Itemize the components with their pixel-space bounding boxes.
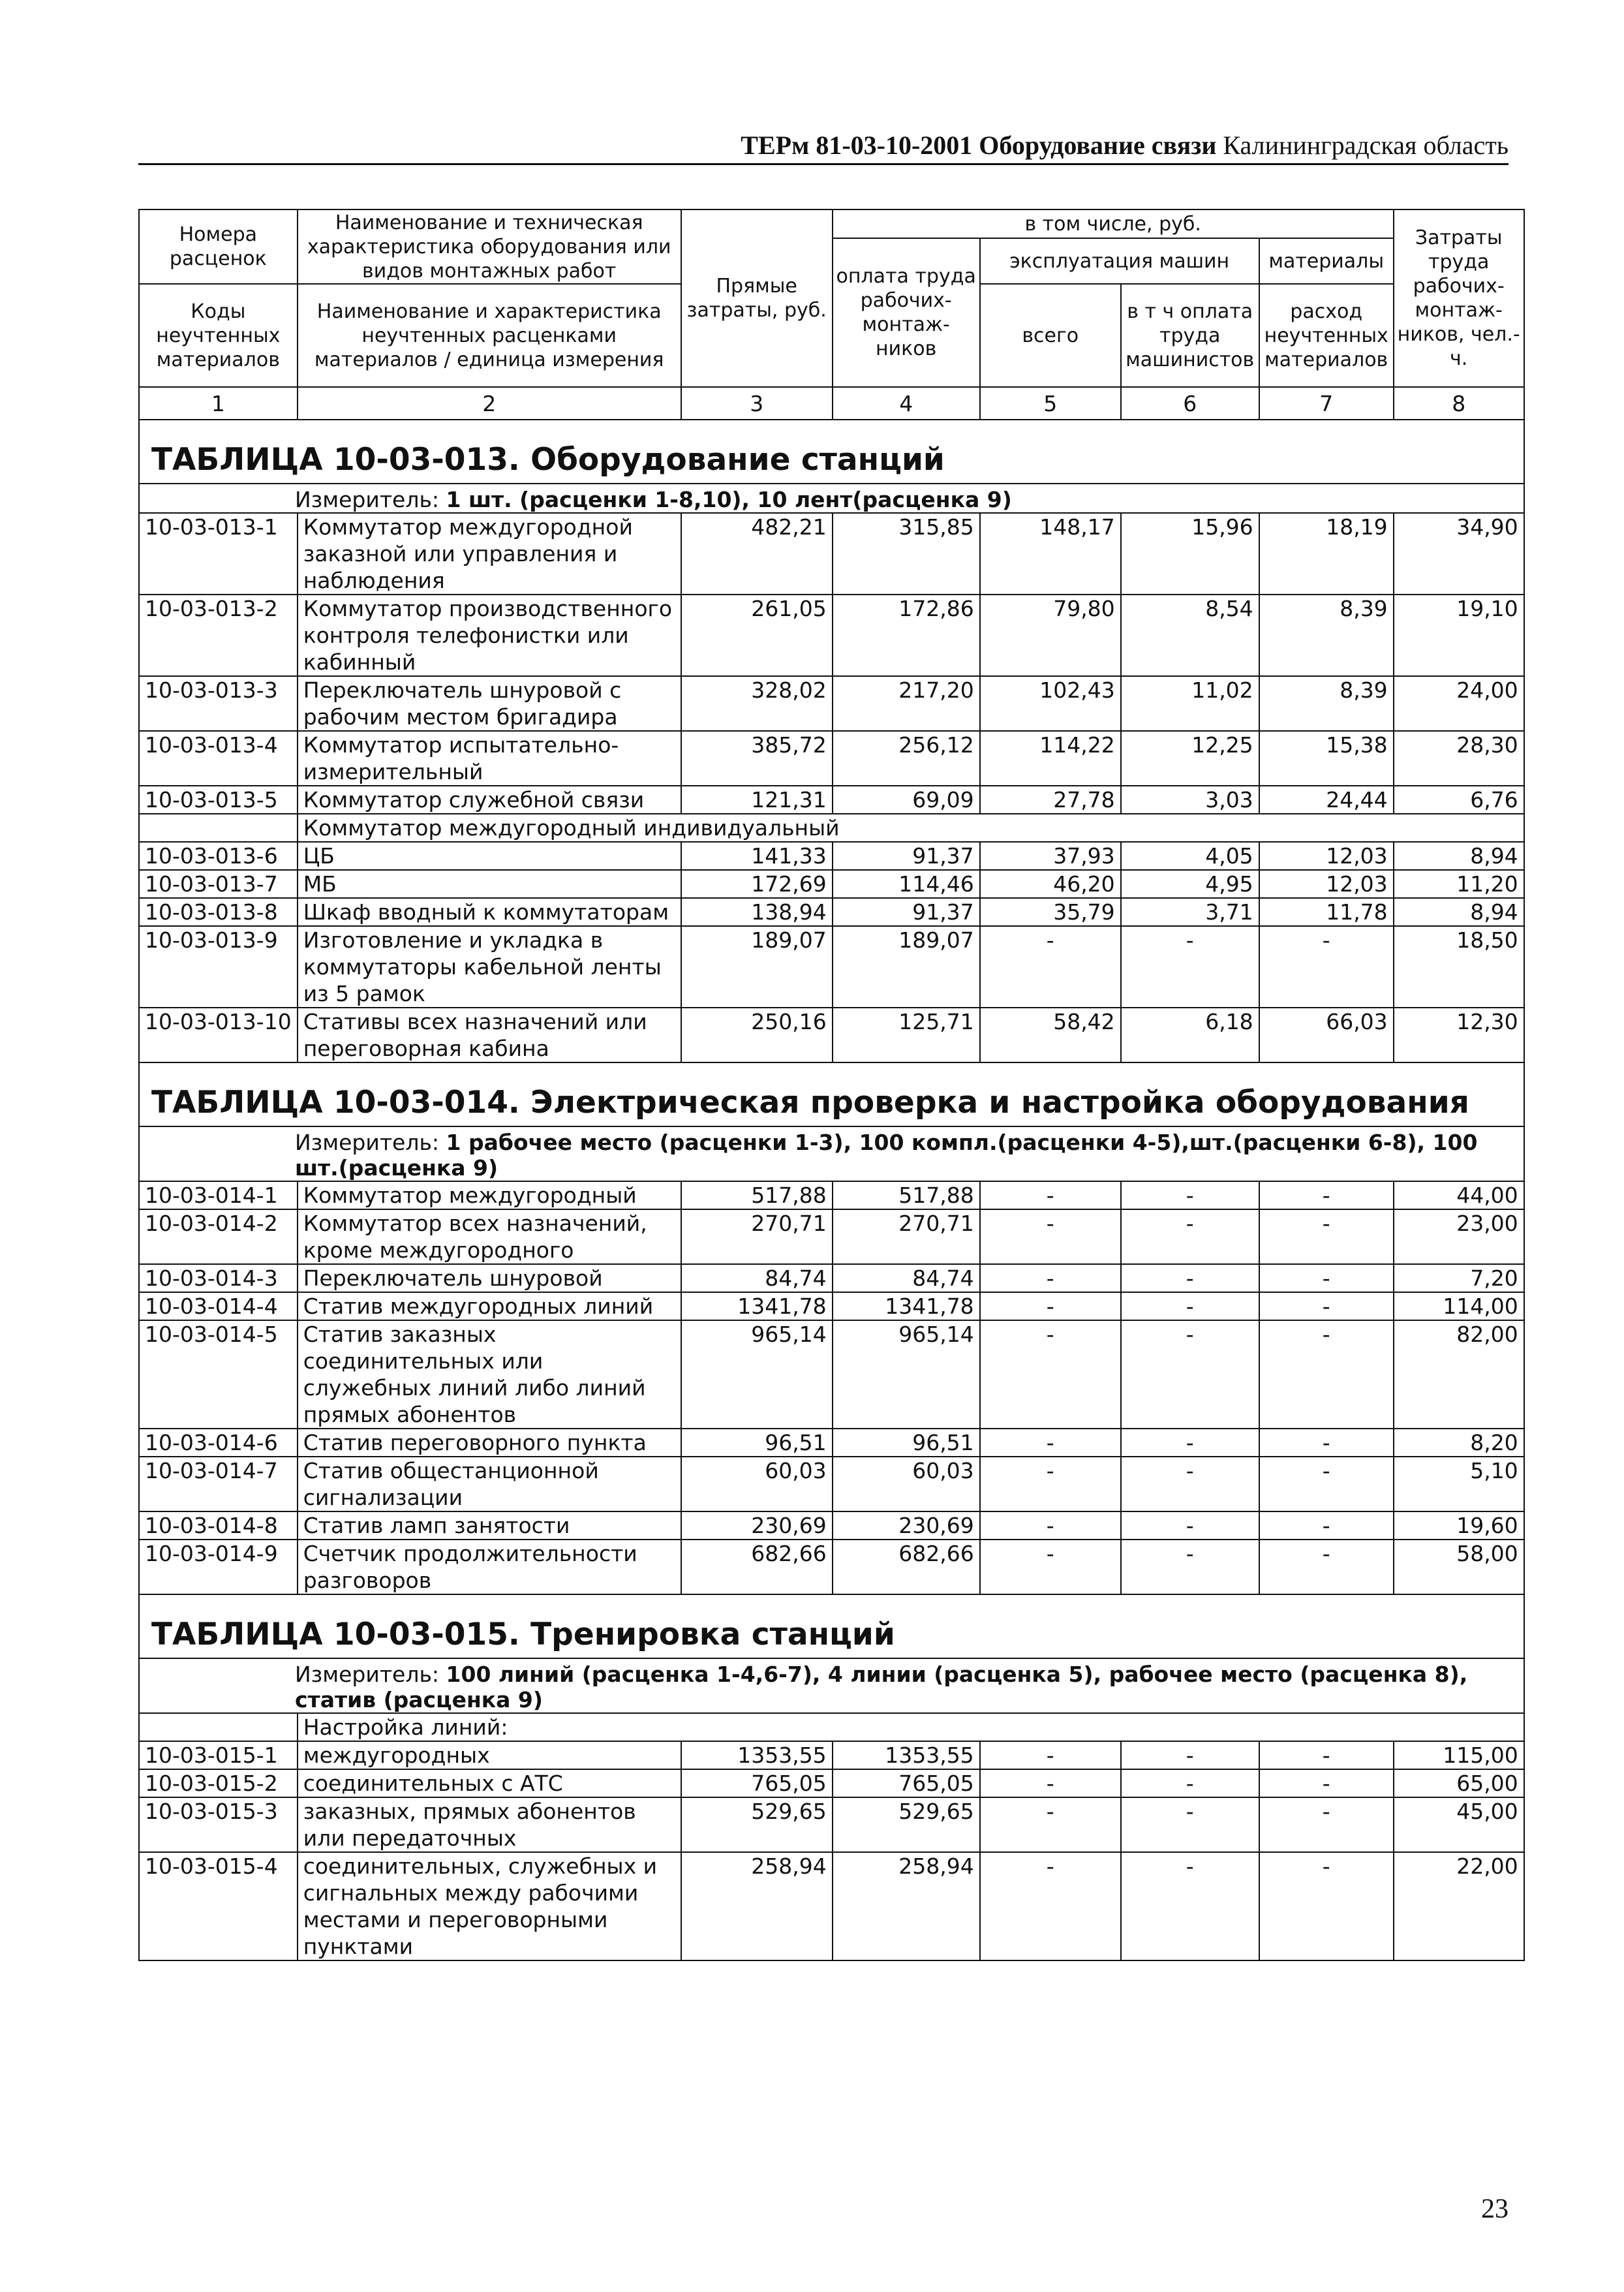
machine-labor-cell: -	[1121, 926, 1259, 1008]
direct-cost-cell: 261,05	[681, 595, 833, 676]
measure-label: Измеритель:	[295, 1662, 440, 1687]
direct-cost-cell: 141,33	[681, 842, 833, 870]
machine-total-cell: -	[980, 1181, 1121, 1209]
machine-labor-cell: 3,71	[1121, 898, 1259, 926]
page-number: 23	[1481, 2194, 1509, 2224]
machine-total-cell: 114,22	[980, 731, 1121, 786]
materials-cell: 8,39	[1259, 676, 1394, 731]
labor-hours-cell: 34,90	[1394, 513, 1524, 595]
machine-total-cell: -	[980, 1852, 1121, 1960]
materials-cell: -	[1259, 926, 1394, 1008]
labor-hours-cell: 11,20	[1394, 870, 1524, 898]
rate-code-cell: 10-03-013-9	[139, 926, 298, 1008]
materials-cell: 12,03	[1259, 842, 1394, 870]
subheading-cell: Настройка линий:	[298, 1713, 1524, 1741]
table-row	[139, 1741, 1524, 1769]
labor-pay-cell: 60,03	[833, 1457, 980, 1511]
table-body	[139, 420, 1524, 1960]
machine-total-cell: -	[980, 1741, 1121, 1769]
empty-cell	[139, 1713, 298, 1741]
measure-value: 1 рабочее место (расценки 1-3), 100 компл.(расценки 4-5),шт.(расценки 6-8), 100 шт.(расценка 9)	[295, 1130, 1478, 1181]
work-name-cell: заказных, прямых абонентов или передаточных	[298, 1797, 681, 1852]
rate-code-cell: 10-03-013-3	[139, 676, 298, 731]
rate-code-cell: 10-03-014-8	[139, 1511, 298, 1540]
labor-pay-cell: 96,51	[833, 1429, 980, 1457]
labor-pay-cell: 270,71	[833, 1209, 980, 1264]
rates-table	[138, 209, 1525, 1961]
section-title-cell	[139, 420, 1524, 484]
header-direct-costs: Прямые затраты, руб.	[681, 209, 833, 387]
table-row	[139, 676, 1524, 731]
labor-hours-cell: 8,94	[1394, 898, 1524, 926]
work-name-cell: Изготовление и укладка в коммутаторы кабельной ленты из 5 рамок	[298, 926, 681, 1008]
header-labor-pay: оплата труда рабочих-монтаж-ников	[833, 238, 980, 387]
measure-cell	[139, 1126, 1524, 1181]
rate-code-cell: 10-03-014-3	[139, 1264, 298, 1292]
labor-pay-cell: 258,94	[833, 1852, 980, 1960]
direct-cost-cell: 96,51	[681, 1429, 833, 1457]
header-section: Оборудование связи	[979, 131, 1217, 160]
work-name-cell: Коммутатор испытательно-измерительный	[298, 731, 681, 786]
labor-hours-cell: 8,20	[1394, 1429, 1524, 1457]
direct-cost-cell: 250,16	[681, 1008, 833, 1062]
direct-cost-cell: 965,14	[681, 1320, 833, 1429]
labor-pay-cell: 965,14	[833, 1320, 980, 1429]
section-title-cell	[139, 1062, 1524, 1126]
materials-cell: 66,03	[1259, 1008, 1394, 1062]
machine-labor-cell: 4,05	[1121, 842, 1259, 870]
table-row	[139, 1209, 1524, 1264]
materials-cell: -	[1259, 1511, 1394, 1540]
section-title-row	[139, 420, 1524, 484]
work-name-cell: Коммутатор служебной связи	[298, 786, 681, 814]
materials-cell: -	[1259, 1429, 1394, 1457]
direct-cost-cell: 121,31	[681, 786, 833, 814]
rate-code-cell: 10-03-014-5	[139, 1320, 298, 1429]
materials-cell: -	[1259, 1741, 1394, 1769]
column-number: 7	[1259, 387, 1394, 420]
work-name-cell: МБ	[298, 870, 681, 898]
labor-hours-cell: 28,30	[1394, 731, 1524, 786]
rate-code-cell: 10-03-014-9	[139, 1540, 298, 1594]
rate-code-cell: 10-03-015-1	[139, 1741, 298, 1769]
materials-cell: 11,78	[1259, 898, 1394, 926]
header-machine-ops: эксплуатация машин	[980, 238, 1259, 284]
labor-hours-cell: 5,10	[1394, 1457, 1524, 1511]
table-row	[139, 1181, 1524, 1209]
machine-labor-cell: -	[1121, 1769, 1259, 1797]
rate-code-cell: 10-03-013-1	[139, 513, 298, 595]
labor-hours-cell: 22,00	[1394, 1852, 1524, 1960]
rate-code-cell: 10-03-013-2	[139, 595, 298, 676]
measure-row	[139, 1658, 1524, 1713]
table-row	[139, 1429, 1524, 1457]
work-name-cell: Статив ламп занятости	[298, 1511, 681, 1540]
labor-pay-cell: 69,09	[833, 786, 980, 814]
rate-code-cell: 10-03-013-10	[139, 1008, 298, 1062]
work-name-cell: Статив переговорного пункта	[298, 1429, 681, 1457]
work-name-cell: Счетчик продолжительности разговоров	[298, 1540, 681, 1594]
direct-cost-cell: 328,02	[681, 676, 833, 731]
labor-pay-cell: 682,66	[833, 1540, 980, 1594]
machine-labor-cell: -	[1121, 1797, 1259, 1852]
rate-code-cell: 10-03-013-7	[139, 870, 298, 898]
labor-pay-cell: 529,65	[833, 1797, 980, 1852]
labor-pay-cell: 125,71	[833, 1008, 980, 1062]
direct-cost-cell: 270,71	[681, 1209, 833, 1264]
table-row	[139, 731, 1524, 786]
header-machine-total: всего	[980, 284, 1121, 387]
table-row	[139, 1457, 1524, 1511]
materials-cell: -	[1259, 1769, 1394, 1797]
column-number: 3	[681, 387, 833, 420]
machine-total-cell: -	[980, 926, 1121, 1008]
labor-pay-cell: 114,46	[833, 870, 980, 898]
measure-value: 1 шт. (расценки 1-8,10), 10 лент(расценка 9)	[446, 487, 1012, 512]
labor-pay-cell: 315,85	[833, 513, 980, 595]
table-row	[139, 1320, 1524, 1429]
work-name-cell: Статив общестанционной сигнализации	[298, 1457, 681, 1511]
work-name-cell: Шкаф вводный к коммутаторам	[298, 898, 681, 926]
column-number: 5	[980, 387, 1121, 420]
labor-hours-cell: 115,00	[1394, 1741, 1524, 1769]
materials-cell: -	[1259, 1540, 1394, 1594]
direct-cost-cell: 765,05	[681, 1769, 833, 1797]
machine-labor-cell: -	[1121, 1741, 1259, 1769]
machine-labor-cell: -	[1121, 1511, 1259, 1540]
machine-total-cell: -	[980, 1797, 1121, 1852]
column-number: 1	[139, 387, 298, 420]
table-row	[139, 595, 1524, 676]
labor-pay-cell: 765,05	[833, 1769, 980, 1797]
table-row	[139, 1008, 1524, 1062]
machine-labor-cell: 11,02	[1121, 676, 1259, 731]
direct-cost-cell: 172,69	[681, 870, 833, 898]
header-machine-labor: в т ч оплата труда машинистов	[1121, 284, 1259, 387]
direct-cost-cell: 258,94	[681, 1852, 833, 1960]
work-name-cell: Коммутатор производственного контроля телефонистки или кабинный	[298, 595, 681, 676]
direct-cost-cell: 1341,78	[681, 1292, 833, 1320]
labor-hours-cell: 45,00	[1394, 1797, 1524, 1852]
machine-labor-cell: 3,03	[1121, 786, 1259, 814]
header-material-use: расход неучтенных материалов	[1259, 284, 1394, 387]
table-row	[139, 1264, 1524, 1292]
header-name-desc: Наименование и техническая характеристика оборудования или видов монтажных работ	[298, 209, 681, 284]
header-region: Калининградская область	[1223, 131, 1509, 160]
work-name-cell: Переключатель шнуровой	[298, 1264, 681, 1292]
work-name-cell: Коммутатор всех назначений, кроме междугородного	[298, 1209, 681, 1264]
rate-code-cell: 10-03-014-4	[139, 1292, 298, 1320]
labor-hours-cell: 65,00	[1394, 1769, 1524, 1797]
rate-code-cell: 10-03-015-3	[139, 1797, 298, 1852]
rate-code-cell: 10-03-014-1	[139, 1181, 298, 1209]
direct-cost-cell: 682,66	[681, 1540, 833, 1594]
direct-cost-cell: 482,21	[681, 513, 833, 595]
labor-hours-cell: 24,00	[1394, 676, 1524, 731]
header-including: в том числе, руб.	[833, 209, 1394, 238]
section-title-row	[139, 1062, 1524, 1126]
direct-cost-cell: 138,94	[681, 898, 833, 926]
labor-hours-cell: 12,30	[1394, 1008, 1524, 1062]
rate-code-cell: 10-03-013-8	[139, 898, 298, 926]
machine-labor-cell: -	[1121, 1292, 1259, 1320]
machine-labor-cell: -	[1121, 1264, 1259, 1292]
machine-total-cell: -	[980, 1540, 1121, 1594]
labor-pay-cell: 172,86	[833, 595, 980, 676]
labor-hours-cell: 58,00	[1394, 1540, 1524, 1594]
machine-labor-cell: -	[1121, 1429, 1259, 1457]
labor-hours-cell: 8,94	[1394, 842, 1524, 870]
table-row	[139, 1852, 1524, 1960]
labor-pay-cell: 91,37	[833, 898, 980, 926]
labor-hours-cell: 44,00	[1394, 1181, 1524, 1209]
materials-cell: 8,39	[1259, 595, 1394, 676]
table-row	[139, 926, 1524, 1008]
measure-label: Измеритель:	[295, 1130, 440, 1155]
machine-labor-cell: 6,18	[1121, 1008, 1259, 1062]
rate-code-cell: 10-03-013-5	[139, 786, 298, 814]
machine-total-cell: 35,79	[980, 898, 1121, 926]
header-code: ТЕРм 81-03-10-2001	[741, 131, 973, 160]
machine-total-cell: -	[980, 1457, 1121, 1511]
column-number: 8	[1394, 387, 1524, 420]
machine-labor-cell: 15,96	[1121, 513, 1259, 595]
header-rate-numbers: Номера расценок	[139, 209, 298, 284]
materials-cell: -	[1259, 1181, 1394, 1209]
labor-hours-cell: 19,10	[1394, 595, 1524, 676]
machine-total-cell: 27,78	[980, 786, 1121, 814]
machine-labor-cell: 8,54	[1121, 595, 1259, 676]
materials-cell: -	[1259, 1797, 1394, 1852]
direct-cost-cell: 189,07	[681, 926, 833, 1008]
materials-cell: -	[1259, 1852, 1394, 1960]
table-header	[139, 209, 1524, 420]
materials-cell: -	[1259, 1264, 1394, 1292]
machine-labor-cell: 12,25	[1121, 731, 1259, 786]
table-row	[139, 1511, 1524, 1540]
running-header	[138, 129, 1509, 162]
materials-cell: 15,38	[1259, 731, 1394, 786]
section-title: ТАБЛИЦА 10-03-014. Электрическая проверка и настройка оборудования	[151, 1085, 1469, 1121]
measure-value: 100 линий (расценка 1-4,6-7), 4 линии (расценка 5), рабочее место (расценка 8), статив (расценка 9)	[295, 1662, 1468, 1712]
machine-labor-cell: -	[1121, 1457, 1259, 1511]
direct-cost-cell: 1353,55	[681, 1741, 833, 1769]
direct-cost-cell: 230,69	[681, 1511, 833, 1540]
measure-row	[139, 1126, 1524, 1181]
machine-labor-cell: -	[1121, 1540, 1259, 1594]
table-row	[139, 786, 1524, 814]
rate-code-cell: 10-03-014-2	[139, 1209, 298, 1264]
table-row	[139, 1292, 1524, 1320]
rate-code-cell: 10-03-015-4	[139, 1852, 298, 1960]
labor-pay-cell: 1353,55	[833, 1741, 980, 1769]
machine-total-cell: 148,17	[980, 513, 1121, 595]
machine-total-cell: 37,93	[980, 842, 1121, 870]
labor-hours-cell: 114,00	[1394, 1292, 1524, 1320]
section-title: ТАБЛИЦА 10-03-015. Тренировка станций	[151, 1617, 895, 1652]
machine-total-cell: -	[980, 1264, 1121, 1292]
work-name-cell: Статив междугородных линий	[298, 1292, 681, 1320]
direct-cost-cell: 385,72	[681, 731, 833, 786]
machine-labor-cell: -	[1121, 1181, 1259, 1209]
direct-cost-cell: 84,74	[681, 1264, 833, 1292]
labor-hours-cell: 18,50	[1394, 926, 1524, 1008]
materials-cell: -	[1259, 1292, 1394, 1320]
materials-cell: 18,19	[1259, 513, 1394, 595]
table-row	[139, 842, 1524, 870]
machine-total-cell: 79,80	[980, 595, 1121, 676]
materials-cell: -	[1259, 1457, 1394, 1511]
work-name-cell: соединительных, служебных и сигнальных между рабочими местами и переговорными пунктами	[298, 1852, 681, 1960]
direct-cost-cell: 529,65	[681, 1797, 833, 1852]
work-name-cell: соединительных с АТС	[298, 1769, 681, 1797]
table-row	[139, 1540, 1524, 1594]
labor-pay-cell: 517,88	[833, 1181, 980, 1209]
work-name-cell: междугородных	[298, 1741, 681, 1769]
labor-hours-cell: 23,00	[1394, 1209, 1524, 1264]
labor-pay-cell: 84,74	[833, 1264, 980, 1292]
materials-cell: -	[1259, 1320, 1394, 1429]
materials-cell: -	[1259, 1209, 1394, 1264]
work-name-cell: Стативы всех назначений или переговорная кабина	[298, 1008, 681, 1062]
machine-labor-cell: -	[1121, 1320, 1259, 1429]
labor-pay-cell: 1341,78	[833, 1292, 980, 1320]
labor-pay-cell: 256,12	[833, 731, 980, 786]
machine-total-cell: -	[980, 1511, 1121, 1540]
section-title-cell	[139, 1594, 1524, 1658]
machine-total-cell: -	[980, 1429, 1121, 1457]
rate-code-cell: 10-03-015-2	[139, 1769, 298, 1797]
machine-total-cell: -	[980, 1209, 1121, 1264]
measure-cell	[139, 1658, 1524, 1713]
measure-row	[139, 484, 1524, 513]
header-material-codes: Коды неучтенных материалов	[139, 284, 298, 387]
header-rule	[138, 163, 1509, 165]
labor-hours-cell: 82,00	[1394, 1320, 1524, 1429]
machine-total-cell: -	[980, 1320, 1121, 1429]
materials-cell: 24,44	[1259, 786, 1394, 814]
machine-labor-cell: -	[1121, 1852, 1259, 1960]
measure-cell	[139, 484, 1524, 513]
work-name-cell: ЦБ	[298, 842, 681, 870]
empty-cell	[139, 814, 298, 842]
section-title: ТАБЛИЦА 10-03-013. Оборудование станций	[151, 442, 945, 478]
header-materials: материалы	[1259, 238, 1394, 284]
rate-code-cell: 10-03-013-4	[139, 731, 298, 786]
header-labor-hours: Затраты труда рабочих-монтаж-ников, чел.-ч.	[1394, 209, 1524, 387]
table-row	[139, 1797, 1524, 1852]
machine-total-cell: -	[980, 1769, 1121, 1797]
table-row	[139, 1713, 1524, 1741]
machine-total-cell: -	[980, 1292, 1121, 1320]
work-name-cell: Коммутатор междугородный	[298, 1181, 681, 1209]
labor-hours-cell: 6,76	[1394, 786, 1524, 814]
machine-total-cell: 58,42	[980, 1008, 1121, 1062]
measure-label: Измеритель:	[295, 487, 440, 512]
labor-hours-cell: 7,20	[1394, 1264, 1524, 1292]
subheading-cell: Коммутатор междугородный индивидуальный	[298, 814, 1524, 842]
rate-code-cell: 10-03-013-6	[139, 842, 298, 870]
work-name-cell: Переключатель шнуровой с рабочим местом бригадира	[298, 676, 681, 731]
table-row	[139, 814, 1524, 842]
labor-pay-cell: 189,07	[833, 926, 980, 1008]
section-title-row	[139, 1594, 1524, 1658]
materials-cell: 12,03	[1259, 870, 1394, 898]
header-material-name: Наименование и характеристика неучтенных расценками материалов / единица измерения	[298, 284, 681, 387]
machine-total-cell: 102,43	[980, 676, 1121, 731]
column-number: 4	[833, 387, 980, 420]
direct-cost-cell: 517,88	[681, 1181, 833, 1209]
machine-labor-cell: 4,95	[1121, 870, 1259, 898]
labor-hours-cell: 19,60	[1394, 1511, 1524, 1540]
machine-labor-cell: -	[1121, 1209, 1259, 1264]
table-row	[139, 870, 1524, 898]
machine-total-cell: 46,20	[980, 870, 1121, 898]
labor-pay-cell: 91,37	[833, 842, 980, 870]
table-row	[139, 1769, 1524, 1797]
table-row	[139, 898, 1524, 926]
labor-pay-cell: 217,20	[833, 676, 980, 731]
labor-pay-cell: 230,69	[833, 1511, 980, 1540]
direct-cost-cell: 60,03	[681, 1457, 833, 1511]
column-number: 2	[298, 387, 681, 420]
work-name-cell: Коммутатор междугородной заказной или управления и наблюдения	[298, 513, 681, 595]
table-row	[139, 513, 1524, 595]
rate-code-cell: 10-03-014-7	[139, 1457, 298, 1511]
work-name-cell: Статив заказных соединительных или служебных линий либо линий прямых абонентов	[298, 1320, 681, 1429]
rate-code-cell: 10-03-014-6	[139, 1429, 298, 1457]
column-number: 6	[1121, 387, 1259, 420]
